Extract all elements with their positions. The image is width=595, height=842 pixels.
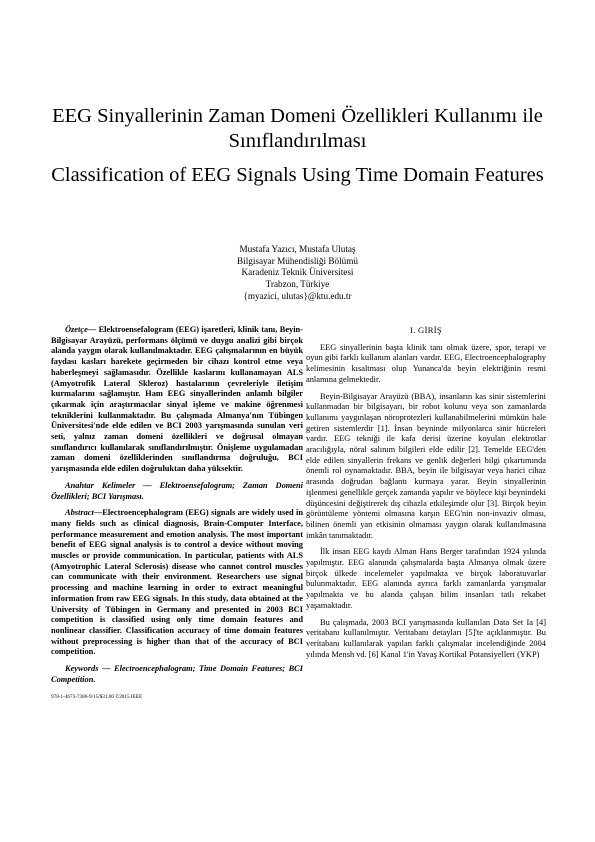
intro-paragraph-1: EEG sinyallerinin başta klinik tanı olmak üzere, spor, terapi ve oyun gibi farklı kullanım alanları vardır. EEG, Electroencephalography kelimesinin kısaltması olup Yunanca'da beyin elektriğinin resmi anlamına gelmektedir.: [306, 342, 546, 384]
ozetce-label: Özetçe—: [65, 325, 97, 334]
author-block: [150, 244, 445, 303]
section-heading: I. GİRİŞ: [410, 325, 442, 335]
abstract-paragraph: [51, 508, 303, 658]
author-university: Karadeniz Teknik Üniversitesi: [241, 267, 354, 278]
right-column: [306, 325, 546, 666]
anahtar-text: Elektroensefalogram; Zaman Domeni Özellikleri; BCI Yarışması.: [51, 480, 303, 501]
keywords-text: Electroencephalogram; Time Domain Features; BCI Competition.: [51, 664, 304, 684]
intro-paragraph-4: Bu çalışmada, 2003 BCI yarışmasında kullanılan Data Set Ia [4] veritabanı kullanılmıştır. Veritabanı detayları [5]'te açıklanmıştır. Bu veritabanı kullanılarak yapılan farklı çalışmalar incelendiğinde 2004 yılında Mensh vd. [6] Kanal 1'in Yavaş Kortikal Potansiyelleri (YKP): [306, 617, 546, 659]
author-names: Mustafa Yazıcı, Mustafa Ulutaş: [239, 244, 356, 254]
intro-paragraph-3: İlk insan EEG kaydı Alman Hans Berger tarafından 1924 yılında yapılmıştır. EEG alanında çalışmalarda başta Almanya olmak üzere birçok ülkede incelemeler yapılmakta ve birçok laboratuvarlar bulunmaktadır. EEG alanında ayrıca farklı zamanlarda yarışmalar yapılmakta ve bu alanda çalışan bilim insanları tatlı rekabet yaşamaktadır.: [306, 547, 546, 610]
ozetce-text: Elektroensefalogram (EEG) işaretleri, klinik tanı, Beyin-Bilgisayar Arayüzü, performans ölçümü ve duygu analizi gibi birçok alanda yaygın olarak kullanılmaktadır. EEG çalışmalarının en büyük faydası kasları harekete geçirmeden bir cihazı kontrol etme veya haberleşmeyi sağlamasıdır. Özellikle kaslarını kullanamayan ALS (Amyotrofik Lateral Skleroz) hastalarının çevreleriyle iletişim kurmalarını sağlamıştır. Ham EEG sinyallerinden anlamlı bilgiler çıkarmak için araştırmacılar sinyal işleme ve makine öğrenmesi tekniklerini kullanmaktadır. Bu çalışmada Almanya'nın Tübingen Üniversitesi'nde elde edilen ve BCI 2003 yarışmasında sunulan veri seti, yalnız zaman domeni özellikleri ve doğrusal olmayan sınıflandırıcı kullanılarak sınıflandırılmıştır. Önişleme uygulamadan zaman domeni özelliklerinden sınıflandırma doğruluğu, BCI yarışmasında elde edilen doğruluktan daha yüksektir.: [51, 325, 303, 474]
title-turkish: EEG Sinyallerinin Zaman Domeni Özellikleri Kullanımı ile Sınıflandırılması: [52, 105, 543, 152]
author-email: {myazici, ulutas}@ktu.edu.tr: [243, 290, 352, 301]
keywords-paragraph: [51, 664, 303, 685]
author-department: Bilgisayar Mühendisliği Bölümü: [237, 255, 358, 266]
title-english: Classification of EEG Signals Using Time Domain Features: [51, 164, 544, 186]
keywords-label: Keywords —: [65, 664, 115, 674]
anahtar-label: Anahtar Kelimeler —: [65, 480, 160, 490]
ozetce-paragraph: [51, 325, 303, 475]
copyright-footnote: 978-1-4673-7386-9/15/$31.00 ©2015 IEEE: [51, 693, 143, 700]
intro-paragraph-2: Beyin-Bilgisayar Arayüzü (BBA), insanların kas sinir sistemlerini kullanmadan bir bilgisayarı, bir robot kolunu veya son zamanlarda kullanımı yaygınlaşan nöroprotezleri kullanabilmelerini mümkün hale getiren sistemlerdir [1]. İnsan beyninde milyonlarca sinir hücreleri vardır. EEG tekniği ile kafa derisi üzerine koyulan elektrotlar aracılığıyla, nöral salınım bilgileri elde edilir [2]. Temelde EEG'den elde edilen sinyallerin frekans ve genlik değerleri bilgi çıkartımında önemli rol oynamaktadır. BBA, beyin ile bilgisayar veya harici cihaz arasında doğrudan bağlantı kurmaya yarar. Beyin sinyallerinin işlenmesi genellikle gerçek zamanda yapılır ve böylece kişi beynindeki düşüncesini değiştirerek dış cihazla etkileşimde olur [3]. Birçok beyin görüntüleme yöntemi olmasına karşın EEG'nin non-invaziv olması, bilinen önemli yan etkisinin olmaması yaygın olarak kullanılmasına imkân tanımaktadır.: [306, 391, 546, 540]
left-column: [51, 325, 303, 701]
author-city: Trabzon, Türkiye: [265, 279, 330, 290]
abstract-text: —Electroencephalogram (EEG) signals are widely used in many fields such as clinical diagnosis, Brain-Computer Interface, performance measurement and emotion analysis. The most important benefit of EEG signal analysis is to control a device without moving muscles or provide communication. In particular, patients with ALS (Amyotrophic Lateral Sclerosis) disease who cannot control muscles can communicate with their environment. Researchers use signal processing and machine learning in order to extract meaningful information from raw EEG signals. In this study, data obtained at the University of Tübingen in Germany and presented in 2003 BCI competition is classified using only time domain features and nonlinear classifier. Classification accuracy of time domain features without preprocessing is higher than that of the accuracy of BCI competition.: [51, 508, 303, 657]
abstract-label: Abstract: [65, 508, 94, 518]
anahtar-kelimeler: [51, 481, 303, 502]
